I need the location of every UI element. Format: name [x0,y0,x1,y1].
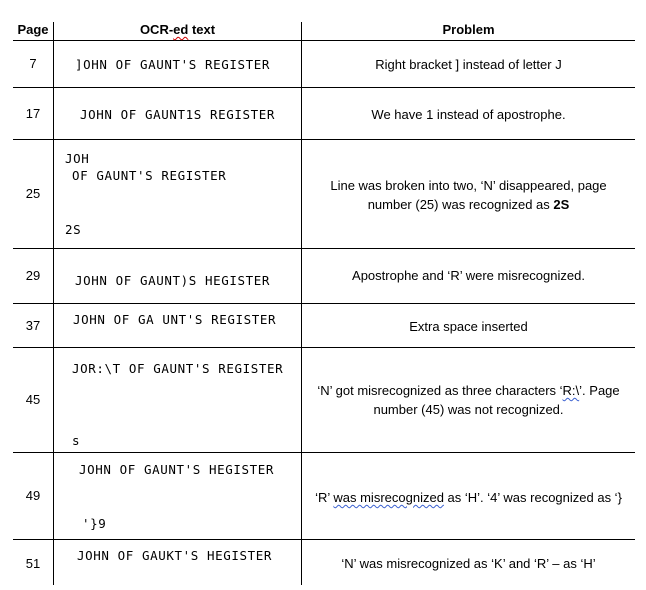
table-rule [13,452,635,453]
table-rule [13,87,635,88]
problem-text: Line was broken into two, ‘N’ disappeared, page number (25) was recognized as 2S [330,178,607,212]
ocr-text: JOR:\T OF GAUNT'S REGISTER [72,361,284,376]
ocr-text: JOHN OF GAUNT)S HEGISTER [75,273,271,288]
problem-text: Apostrophe and ‘R’ were misrecognized. [352,268,585,283]
page-number: 29 [25,268,41,283]
page-number: 25 [25,186,41,201]
page-number: 51 [25,556,41,571]
page-number: 49 [25,488,41,503]
ocr-text: JOH [65,151,90,166]
table-rule [13,303,635,304]
header-ocr: OCR-ed text [139,22,216,37]
table-rule [13,248,635,249]
ocr-text: ]OHN OF GAUNT'S REGISTER [75,57,271,72]
ocr-text: 2S [65,222,82,237]
problem-text: ‘R’ was misrecognized as ‘H’. ‘4’ was recognized as ‘} [315,490,622,505]
problem-text: ‘N’ got misrecognized as three characters ‘R:\’. Page number (45) was not recognized. [317,383,620,417]
header-page: Page [17,22,49,37]
table-rule [13,347,635,348]
table-rule [13,40,635,41]
table-rule [13,139,635,140]
column-rule [53,22,54,585]
page-number: 45 [25,392,41,407]
page-number: 37 [25,318,41,333]
problem-text: We have 1 instead of apostrophe. [371,107,566,122]
problem-text: ‘N’ was misrecognized as ‘K’ and ‘R’ – as ‘H’ [341,556,596,571]
ocr-text: OF GAUNT'S REGISTER [72,168,227,183]
table-rule [13,539,635,540]
ocr-text: JOHN OF GAUKT'S HEGISTER [77,548,273,563]
ocr-text: JOHN OF GAUNT1S REGISTER [80,107,276,122]
ocr-text: JOHN OF GAUNT'S HEGISTER [79,462,275,477]
page-number: 7 [29,56,37,71]
ocr-text: '}9 [82,516,107,531]
ocr-text: s [72,433,81,448]
problem-text: Right bracket ] instead of letter J [375,57,562,72]
header-problem: Problem [442,22,495,37]
page-number: 17 [25,106,41,121]
ocr-text: JOHN OF GA UNT'S REGISTER [73,312,277,327]
problem-text: Extra space inserted [409,319,528,334]
